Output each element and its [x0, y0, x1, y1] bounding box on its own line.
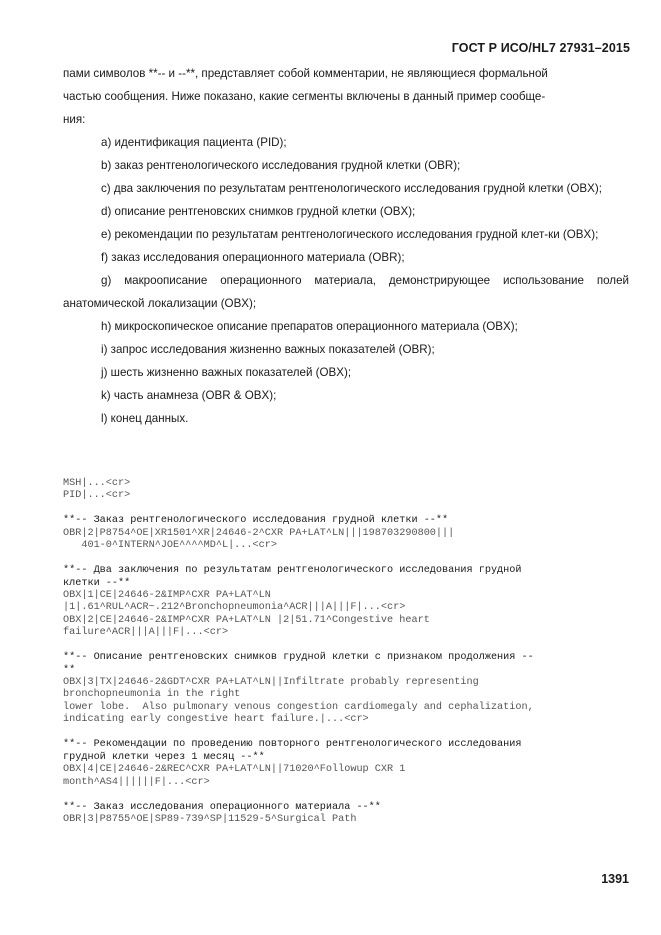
list-item: f) заказ исследования операционного материала (OBR); [101, 251, 405, 264]
code-line: 401-0^INTERN^JOE^^^^MD^L|...<cr> [63, 540, 277, 552]
list-item: d) описание рентгеновских снимков грудной клетки (OBX); [101, 205, 416, 218]
prose-section [63, 62, 629, 430]
code-line: OBX|2|CE|24646-2&IMP^CXR PA+LAT^LN |2|51.71^Congestive heart [63, 614, 430, 626]
code-block [63, 802, 643, 827]
document-header: ГОСТ Р ИСО/HL7 27931–2015 [451, 41, 630, 55]
list-item: a) идентификация пациента (PID); [101, 136, 287, 149]
intro-line: пами символов **-- и --**, представляет собой комментарии, не являющиеся формальной [63, 67, 548, 80]
list-item: i) запрос исследования жизненно важных показателей (OBR); [101, 343, 435, 356]
code-block [63, 652, 643, 726]
intro-line: ния: [63, 113, 86, 126]
list-item: e) рекомендации по результатам рентгенологического исследования грудной клет-ки (OBX); [101, 228, 599, 241]
code-line: |1|.61^RUL^ACR~.212^Bronchopneumonia^ACR|||A|||F|...<cr> [63, 602, 406, 614]
code-line: lower lobe. Also pulmonary venous congestion cardiomegaly and cephalization, [63, 701, 534, 713]
hl7-message-example [63, 478, 643, 839]
code-line: OBR|2|P8754^OE|XR1501^XR|24646-2^CXR PA+LAT^LN|||198703290800||| [63, 527, 455, 539]
code-comment: клетки --** [63, 577, 131, 589]
code-comment: **-- Два заключения по результатам рентгенологического исследования грудной [63, 565, 522, 577]
list-item: h) микроскопическое описание препаратов операционного материала (OBX); [101, 320, 518, 333]
list-item: g) макроописание операционного материала, демонстрирующее использование полей анатомической локализации (OBX); [63, 274, 629, 310]
code-line: OBX|1|CE|24646-2&IMP^CXR PA+LAT^LN [63, 590, 271, 602]
code-line: PID|...<cr> [63, 490, 131, 502]
code-line: OBR|3|P8755^OE|SP89-739^SP|11529-5^Surgical Path [63, 813, 357, 825]
code-comment: **-- Заказ исследования операционного материала --** [63, 801, 381, 813]
code-block [63, 478, 643, 503]
code-block [63, 739, 643, 789]
code-comment: **-- Рекомендации по проведению повторного рентгенологического исследования [63, 739, 522, 751]
code-line: failure^ACR|||A|||F|...<cr> [63, 627, 229, 639]
code-line: bronchopneumonia in the right [63, 689, 241, 701]
code-block [63, 565, 643, 639]
list-item: c) два заключения по результатам рентгенологического исследования грудной клетки (OBX); [101, 182, 602, 195]
code-comment: грудной клетки через 1 месяц --** [63, 751, 265, 763]
code-line: OBX|4|CE|24646-2&REC^CXR PA+LAT^LN||71020^Followup CXR 1 [63, 764, 406, 776]
code-comment: ** [63, 664, 76, 676]
list-item: j) шесть жизненно важных показателей (OBX); [101, 366, 352, 379]
code-comment: **-- Описание рентгеновских снимков грудной клетки с признаком продолжения -- [63, 652, 534, 664]
code-comment: **-- Заказ рентгенологического исследования грудной клетки --** [63, 515, 449, 527]
code-line: indicating early congestive heart failure.|...<cr> [63, 714, 369, 726]
code-block [63, 515, 643, 552]
code-line: MSH|...<cr> [63, 478, 131, 489]
page-number: 1391 [601, 872, 629, 886]
code-line: OBX|3|TX|24646-2&GDT^CXR PA+LAT^LN||Infiltrate probably representing [63, 677, 479, 689]
intro-line: частью сообщения. Ниже показано, какие сегменты включены в данный пример сообще- [63, 90, 546, 103]
code-line: month^AS4||||||F|...<cr> [63, 776, 210, 788]
list-item: b) заказ рентгенологического исследования грудной клетки (OBR); [101, 159, 461, 172]
list-item: k) часть анамнеза (OBR & OBX); [101, 389, 277, 402]
list-item: l) конец данных. [101, 412, 189, 425]
